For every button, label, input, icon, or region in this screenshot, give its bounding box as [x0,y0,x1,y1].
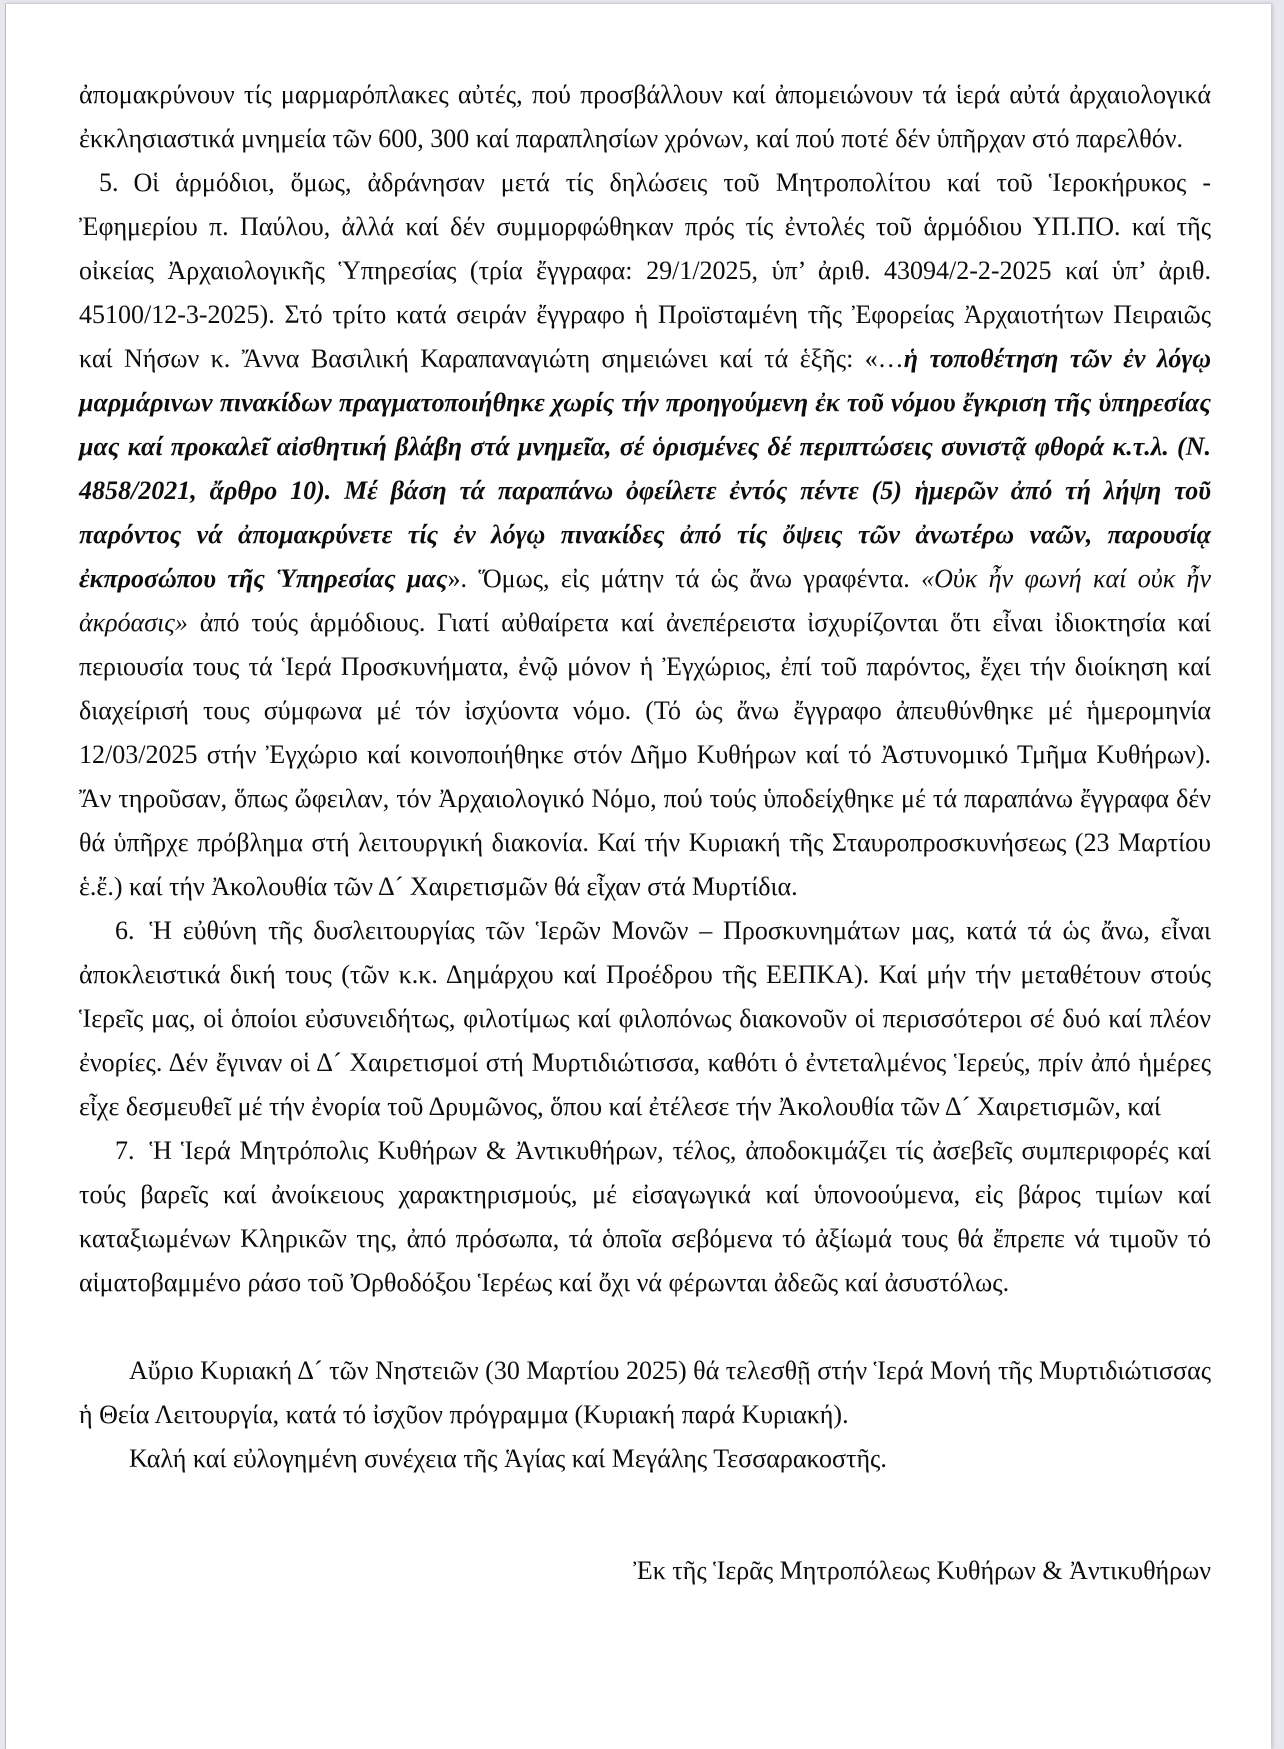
paragraph-6 [79,909,1211,1129]
paragraph-5-number: 5. [99,168,119,197]
paragraph-lent-wishes: Καλή καί εὐλογημένη συνέχεια τῆς Ἁγίας καί Μεγάλης Τεσσαρακοστῆς. [129,1444,887,1473]
paragraph-5-rest: ἀπό τούς ἁρμόδιους. Γιατί αὐθαίρετα καί ἀνεπέρειστα ἰσχυρίζονται ὅτι εἶναι ἰδιοκτησία καί περιουσία τους τά Ἱερά Προσκυνήματα, ἐνῷ μόνον ἡ Ἐγχώριος, ἐπί τοῦ παρόντος, ἔχει τήν διοίκηση καί διαχείρισή τους σύμφωνα μέ τόν ἰσχύοντα νόμο. (Τό ὡς ἄνω ἔγγραφο ἀπευθύνθηκε μέ ἡμερομηνία 12/03/2025 στήν Ἐγχώριο καί κοινοποιήθηκε στόν Δῆμο Κυθήρων καί τό Ἀστυνομικό Τμῆμα Κυθήρων). Ἄν τηροῦσαν, ὅπως ὤφειλαν, τόν Ἀρχαιολογικό Νόμο, πού τούς ὑποδείχθηκε μέ τά παραπάνω ἔγγραφα δέν θά ὑπῆρχε πρόβλημα στή λειτουργική διακονία. Καί τήν Κυριακή τῆς Σταυροπροσκυνήσεως (23 Μαρτίου ἑ.ἔ.) καί τήν Ἀκολουθία τῶν Δ´ Χαιρετισμῶν θά εἶχαν στά Μυρτίδια. [79,608,1211,901]
signature-line: Ἐκ τῆς Ἱερᾶς Μητροπόλεως Κυθήρων & Ἀντικυθήρων [633,1556,1211,1585]
document-body [79,73,1211,1593]
paragraph-7-number: 7. [115,1136,135,1165]
official-letter-quote: ἡ τοποθέτηση τῶν ἐν λόγῳ μαρμάρινων πινακίδων πραγματοποιήθηκε χωρίς τήν προηγούμενη ἐκ τοῦ νόμου ἔγκριση τῆς ὑπηρεσίας μας καί προκαλεῖ αἰσθητική βλάβη στά μνημεῖα, σέ ὁρισμένες δέ περιπτώσεις συνιστᾷ φθορά κ.τ.λ. (Ν. 4858/2021, ἄρθρο 10). Μέ βάση τά παραπάνω ὀφείλετε ἐντός πέντε (5) ἡμερῶν ἀπό τή λήψη τοῦ παρόντος νά ἀπομακρύνετε τίς ἐν λόγῳ πινακίδες ἀπό τίς ὄψεις τῶν ἀνωτέρω ναῶν, παρουσίᾳ ἐκπροσώπου τῆς Ὑπηρεσίας μας [79,344,1211,593]
paragraph-7-text: Ἡ Ἱερά Μητρόπολις Κυθήρων & Ἀντικυθήρων, τέλος, ἀποδοκιμάζει τίς ἀσεβεῖς συμπεριφορές καί τούς βαρεῖς καί ἀνοίκειους χαρακτηρισμούς, μέ εἰσαγωγικά καί ὑπονοούμενα, εἰς βάρος τιμίων καί καταξιωμένων Κληρικῶν της, ἀπό πρόσωπα, τά ὁποῖα σεβόμενα τό ἀξίωμά τους θά ἔπρεπε νά τιμοῦν τό αἱματοβαμμένο ράσο τοῦ Ὀρθοδόξου Ἱερέως καί ὄχι νά φέρωνται ἀδεῶς καί ἀσυστόλως. [79,1136,1211,1297]
paragraph-continuation: ἀπομακρύνουν τίς μαρμαρόπλακες αὐτές, πού προσβάλλουν καί ἀπομειώνουν τά ἱερά αὐτά ἀρχαιολογικά ἐκκλησιαστικά μνημεία τῶν 600, 300 καί παραπλησίων χρόνων, καί πού ποτέ δέν ὑπῆρχαν στό παρελθόν. [79,80,1211,153]
paragraph-5 [79,161,1211,909]
paragraph-6-number: 6. [115,916,135,945]
scripture-quote: «Οὐκ ἦν φωνή καί οὐκ ἦν ἀκρόασις» [79,564,1211,637]
document-page [5,3,1271,1749]
paragraph-5-intro: Οἱ ἁρμόδιοι, ὅμως, ἀδράνησαν μετά τίς δηλώσεις τοῦ Μητροπολίτου καί τοῦ Ἱεροκήρυκος - Ἐφημερίου π. Παύλου, ἀλλά καί δέν συμμορφώθηκαν πρός τίς ἐντολές τοῦ ἁρμόδιου ΥΠ.ΠΟ. καί τῆς οἰκείας Ἀρχαιολογικῆς Ὑπηρεσίας (τρία ἔγγραφα: 29/1/2025, ὑπ’ ἀριθ. 43094/2-2-2025 καί ὑπ’ ἀριθ. 45100/12-3-2025). Στό τρίτο κατά σειράν ἔγγραφο ἡ Προϊσταμένη τῆς Ἐφορείας Ἀρχαιοτήτων Πειραιῶς καί Νήσων κ. Ἄννα Βασιλική Καραπαναγιώτη σημειώνει καί τά ἑξῆς: «… [79,168,1211,373]
paragraph-7 [79,1129,1211,1305]
paragraph-liturgy-announcement: Αὔριο Κυριακή Δ´ τῶν Νηστειῶν (30 Μαρτίου 2025) θά τελεσθῇ στήν Ἱερά Μονή τῆς Μυρτιδιώτισσας ἡ Θεία Λειτουργία, κατά τό ἰσχῦον πρόγραμμα (Κυριακή παρά Κυριακή). [79,1356,1211,1429]
paragraph-5-mid: ». Ὅμως, εἰς μάτην τά ὡς ἄνω γραφέντα. [447,564,922,593]
paragraph-6-text: Ἡ εὐθύνη τῆς δυσλειτουργίας τῶν Ἱερῶν Μονῶν – Προσκυνημάτων μας, κατά τά ὡς ἄνω, εἶναι ἀποκλειστικά δική τους (τῶν κ.κ. Δημάρχου καί Προέδρου τῆς ΕΕΠΚΑ). Καί μήν τήν μεταθέτουν στούς Ἱερεῖς μας, οἱ ὁποίοι εὐσυνειδήτως, φιλοτίμως καί φιλοπόνως διακονοῦν οἱ περισσότεροι σέ δυό καί πλέον ἐνορίες. Δέν ἔγιναν οἱ Δ´ Χαιρετισμοί στή Μυρτιδιώτισσα, καθότι ὁ ἐντεταλμένος Ἱερεύς, πρίν ἀπό ἡμέρες εἶχε δεσμευθεῖ μέ τήν ἐνορία τοῦ Δρυμῶνος, ὅπου καί ἐτέλεσε τήν Ἀκολουθία τῶν Δ´ Χαιρετισμῶν, καί [79,916,1211,1121]
